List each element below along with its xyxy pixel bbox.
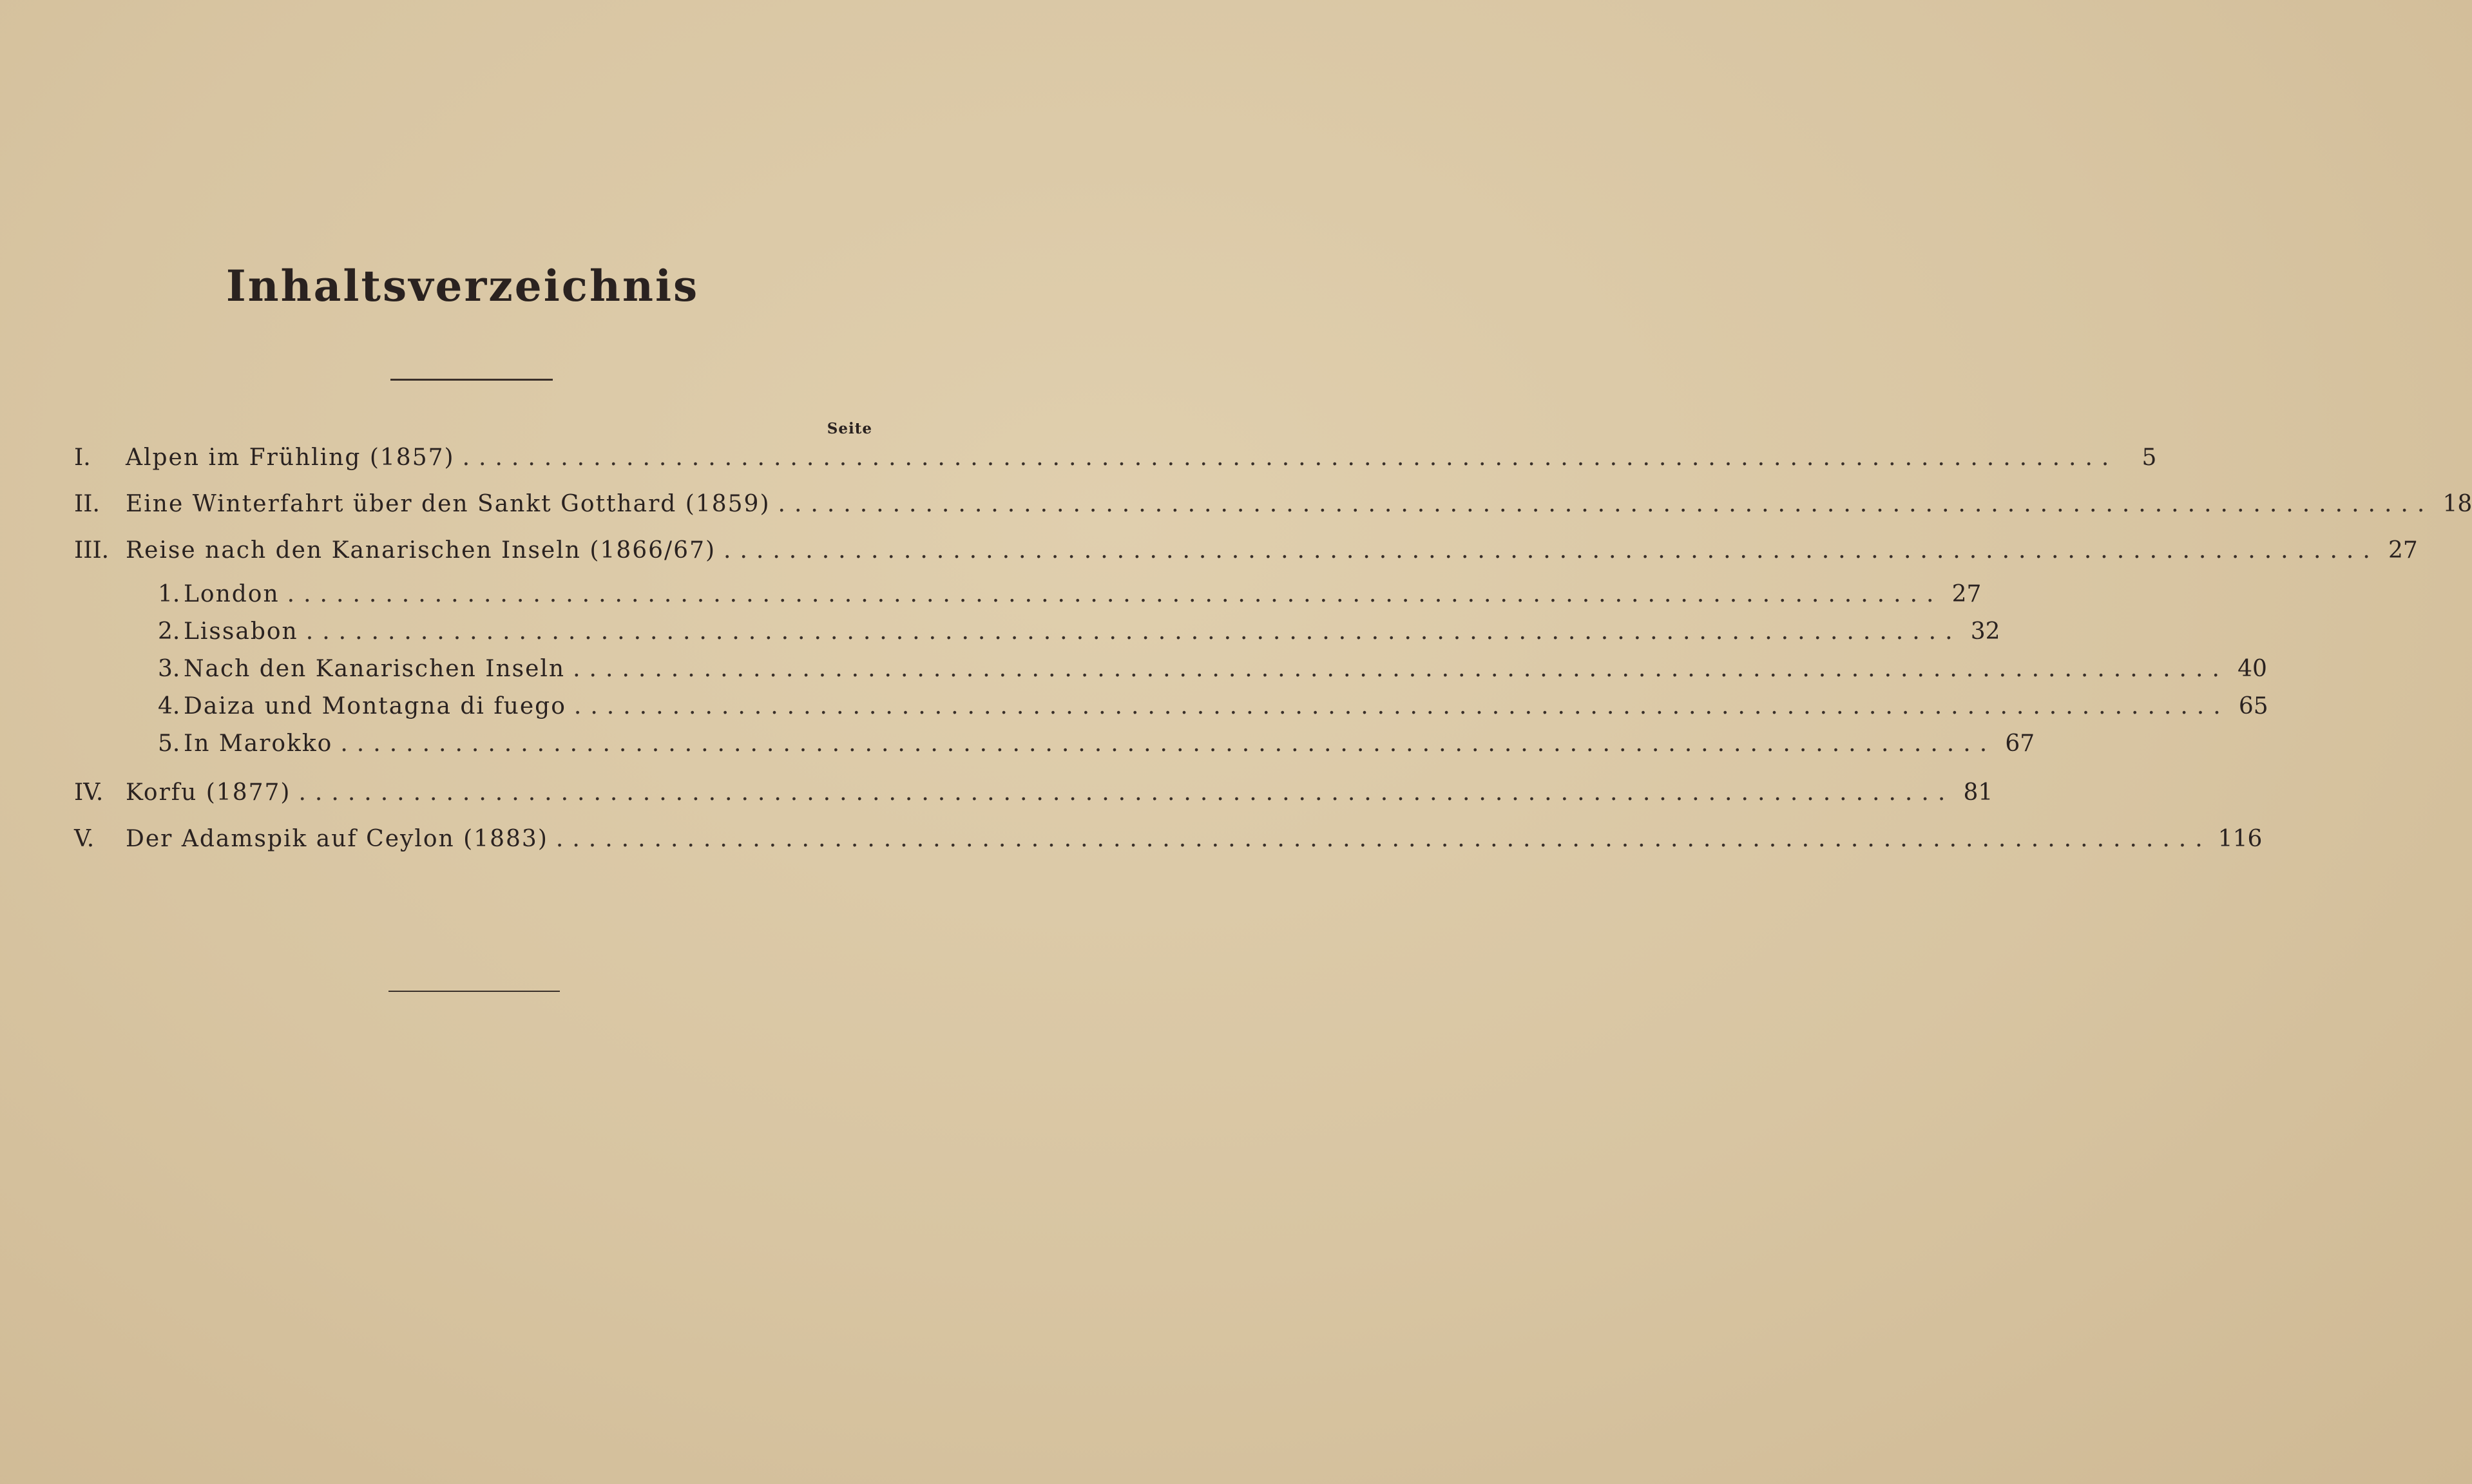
- entry-title: Lissabon: [184, 618, 298, 645]
- toc-subentry: [158, 656, 2267, 692]
- toc-subentry: [158, 730, 2035, 766]
- page-title: Inhaltsverzeichnis: [225, 261, 700, 311]
- bottom-divider: [388, 991, 560, 992]
- entry-title: London: [184, 581, 280, 607]
- entry-title: Daiza und Montagna di fuego: [184, 693, 566, 719]
- entry-number: II.: [74, 491, 100, 517]
- dot-leader: .....................................................................................................: [573, 693, 2230, 719]
- entry-number: 3.: [158, 656, 180, 682]
- entry-page: 81: [1963, 779, 1993, 806]
- toc-entry: [74, 444, 2157, 480]
- page-column-header: Seite: [827, 420, 872, 437]
- entry-page: 116: [2218, 826, 2263, 852]
- entry-title: Der Adamspik auf Ceylon (1883): [126, 826, 548, 852]
- entry-title: Korfu (1877): [126, 779, 291, 806]
- dot-leader: .....................................................................................................: [298, 779, 1955, 806]
- toc-entry: [74, 537, 2418, 573]
- entry-page: 40: [2237, 656, 2267, 682]
- entry-number: V.: [74, 826, 95, 852]
- dot-leader: .....................................................................................................: [462, 444, 2118, 471]
- entry-number: 5.: [158, 730, 180, 757]
- dot-leader: .....................................................................................................: [573, 656, 2228, 682]
- entry-page: 27: [1951, 581, 1982, 607]
- entry-title: Alpen im Frühling (1857): [126, 444, 455, 471]
- entry-page: 5: [2141, 444, 2157, 471]
- toc-subentry: [158, 581, 1982, 617]
- entry-page: 32: [1970, 618, 2000, 645]
- entry-title: Reise nach den Kanarischen Inseln (1866/67): [126, 537, 716, 564]
- dot-leader: .....................................................................................................: [555, 826, 2212, 852]
- toc-subentry: [158, 618, 2000, 654]
- entry-page: 18: [2442, 491, 2472, 517]
- dot-leader: .....................................................................................................: [723, 537, 2379, 564]
- entry-number: III.: [74, 537, 110, 564]
- entry-title: Eine Winterfahrt über den Sankt Gotthard (1859): [126, 491, 771, 517]
- dot-leader: .....................................................................................................: [778, 491, 2434, 517]
- entry-number: 4.: [158, 693, 180, 719]
- entry-number: 2.: [158, 618, 180, 645]
- entry-title: In Marokko: [184, 730, 333, 757]
- toc-entry: [74, 779, 1993, 815]
- toc-entry: [74, 826, 2263, 862]
- entry-number: IV.: [74, 779, 104, 806]
- dot-leader: .....................................................................................................: [287, 581, 1943, 607]
- entry-page: 65: [2238, 693, 2268, 719]
- toc-entry: [74, 491, 2472, 527]
- toc-subentry: [158, 693, 2268, 729]
- entry-page: 67: [2005, 730, 2035, 757]
- title-divider: [390, 379, 553, 381]
- entry-number: 1.: [158, 581, 180, 607]
- dot-leader: .....................................................................................................: [340, 730, 1997, 757]
- entry-title: Nach den Kanarischen Inseln: [184, 656, 566, 682]
- entry-page: 27: [2388, 537, 2418, 564]
- dot-leader: .....................................................................................................: [305, 618, 1962, 645]
- entry-number: I.: [74, 444, 91, 471]
